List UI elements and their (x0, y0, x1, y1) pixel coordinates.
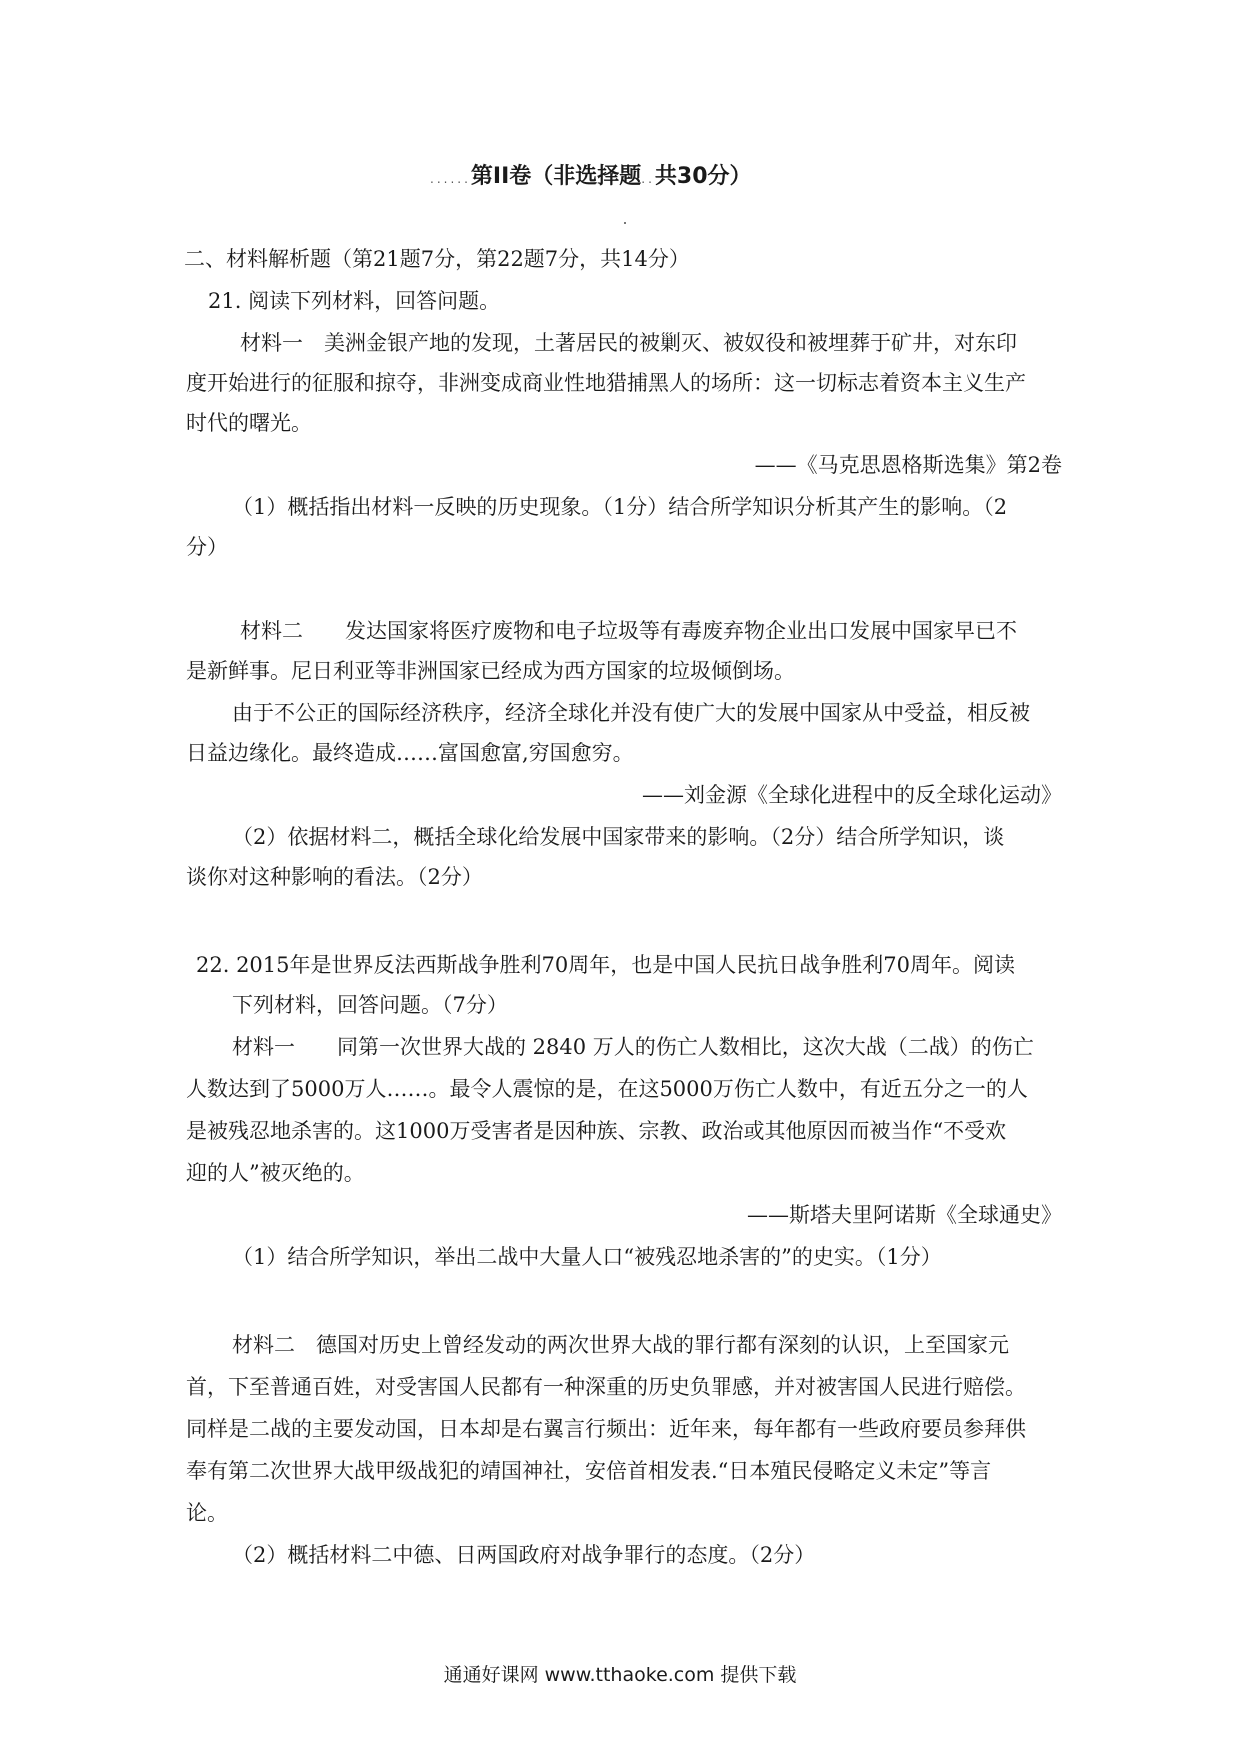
q22-question2: （2）概括材料二中德、日两国政府对战争罪行的态度。（2分） (232, 1543, 816, 1567)
q21-material2-line2: 是新鲜事。尼日利亚等非洲国家已经成为西方国家的垃圾倾倒场。 (186, 659, 795, 683)
q21-material1-line2: 度开始进行的征服和掠夺，非洲变成商业性地猎捕黑人的场所：这一切标志着资本主义生产 (186, 371, 1026, 395)
q22-material2-line2: 首，下至普通百姓，对受害国人民都有一种深重的历史负罪感，并对被害国人民进行赔偿。 (186, 1375, 1026, 1399)
q22-question1: （1）结合所学知识，举出二战中大量人口“被残忍地杀害的”的史实。（1分） (232, 1245, 942, 1269)
q21-question2-line2: 谈你对这种影响的看法。（2分） (186, 865, 483, 889)
q21-material1-line3: 时代的曙光。 (186, 411, 312, 435)
q22-material1-source: ——斯塔夫里阿诺斯《全球通史》 (747, 1203, 1062, 1227)
q22-material1-line2: 人数达到了5000万人……。最令人震惊的是，在这5000万伤亡人数中，有近五分之一的人 (186, 1077, 1028, 1101)
stray-dot (624, 222, 626, 224)
q21-material1-source: ——《马克思恩格斯选集》第2卷 (754, 453, 1062, 477)
q22-material2-line5: 论。 (186, 1501, 228, 1525)
q22-material1-line1: 材料一 同第一次世界大战的 2840 万人的伤亡人数相比，这次大战（二战）的伤亡 (232, 1035, 1034, 1059)
q21-material2-line3: 由于不公正的国际经济秩序，经济全球化并没有使广大的发展中国家从中受益，相反被 (232, 701, 1030, 725)
q22-material2-line1: 材料二 德国对历史上曾经发动的两次世界大战的罪行都有深刻的认识，上至国家元 (232, 1333, 1009, 1357)
title-main: 第II卷（非选择题 (470, 164, 642, 189)
q21-material2-source: ——刘金源《全球化进程中的反全球化运动》 (642, 783, 1062, 807)
q22-intro-line1: 22. 2015年是世界反法西斯战争胜利70周年，也是中国人民抗日战争胜利70周年。阅读 (196, 953, 1015, 977)
q21-material1-line1: 材料一 美洲金银产地的发现，土著居民的被剿灭、被奴役和被埋葬于矿井，对东印 (240, 331, 1017, 355)
q21-question1-line1: （1）概括指出材料一反映的历史现象。（1分）结合所学知识分析其产生的影响。（2 (232, 495, 1008, 519)
section-heading: 二、材料解析题（第21题7分，第22题7分，共14分） (184, 247, 690, 271)
q22-material1-line3: 是被残忍地杀害的。这1000万受害者是因种族、宗教、政治或其他原因而被当作“不受欢 (186, 1119, 1007, 1143)
q22-intro-line2: 下列材料，回答问题。（7分） (232, 993, 508, 1017)
q21-question2-line1: （2）依据材料二，概括全球化给发展中国家带来的影响。（2分）结合所学知识，谈 (232, 825, 1005, 849)
q22-material2-line4: 奉有第二次世界大战甲级战犯的靖国神社，安倍首相发表.“日本殖民侵略定义未定”等言 (186, 1459, 992, 1483)
q22-material1-line4: 迎的人”被灭绝的。 (186, 1161, 365, 1185)
q21-material2-line1: 材料二 发达国家将医疗废物和电子垃圾等有毒废弃物企业出口发展中国家早已不 (240, 619, 1017, 643)
title-mid-dots: .. (641, 172, 655, 186)
title-suffix: 共30分） (654, 164, 752, 189)
q21-material2-line4: 日益边缘化。最终造成……富国愈富,穷国愈穷。 (186, 741, 634, 765)
footer-download-note: 通通好课网 www.tthaoke.com 提供下载 (443, 1664, 797, 1686)
paper-section-title (430, 162, 752, 194)
title-leading-dots: ...... (430, 172, 471, 186)
q21-intro: 21. 阅读下列材料，回答问题。 (208, 289, 501, 313)
q21-question1-line2: 分） (186, 535, 228, 559)
q22-material2-line3: 同样是二战的主要发动国，日本却是右翼言行频出：近年来，每年都有一些政府要员参拜供 (186, 1417, 1026, 1441)
